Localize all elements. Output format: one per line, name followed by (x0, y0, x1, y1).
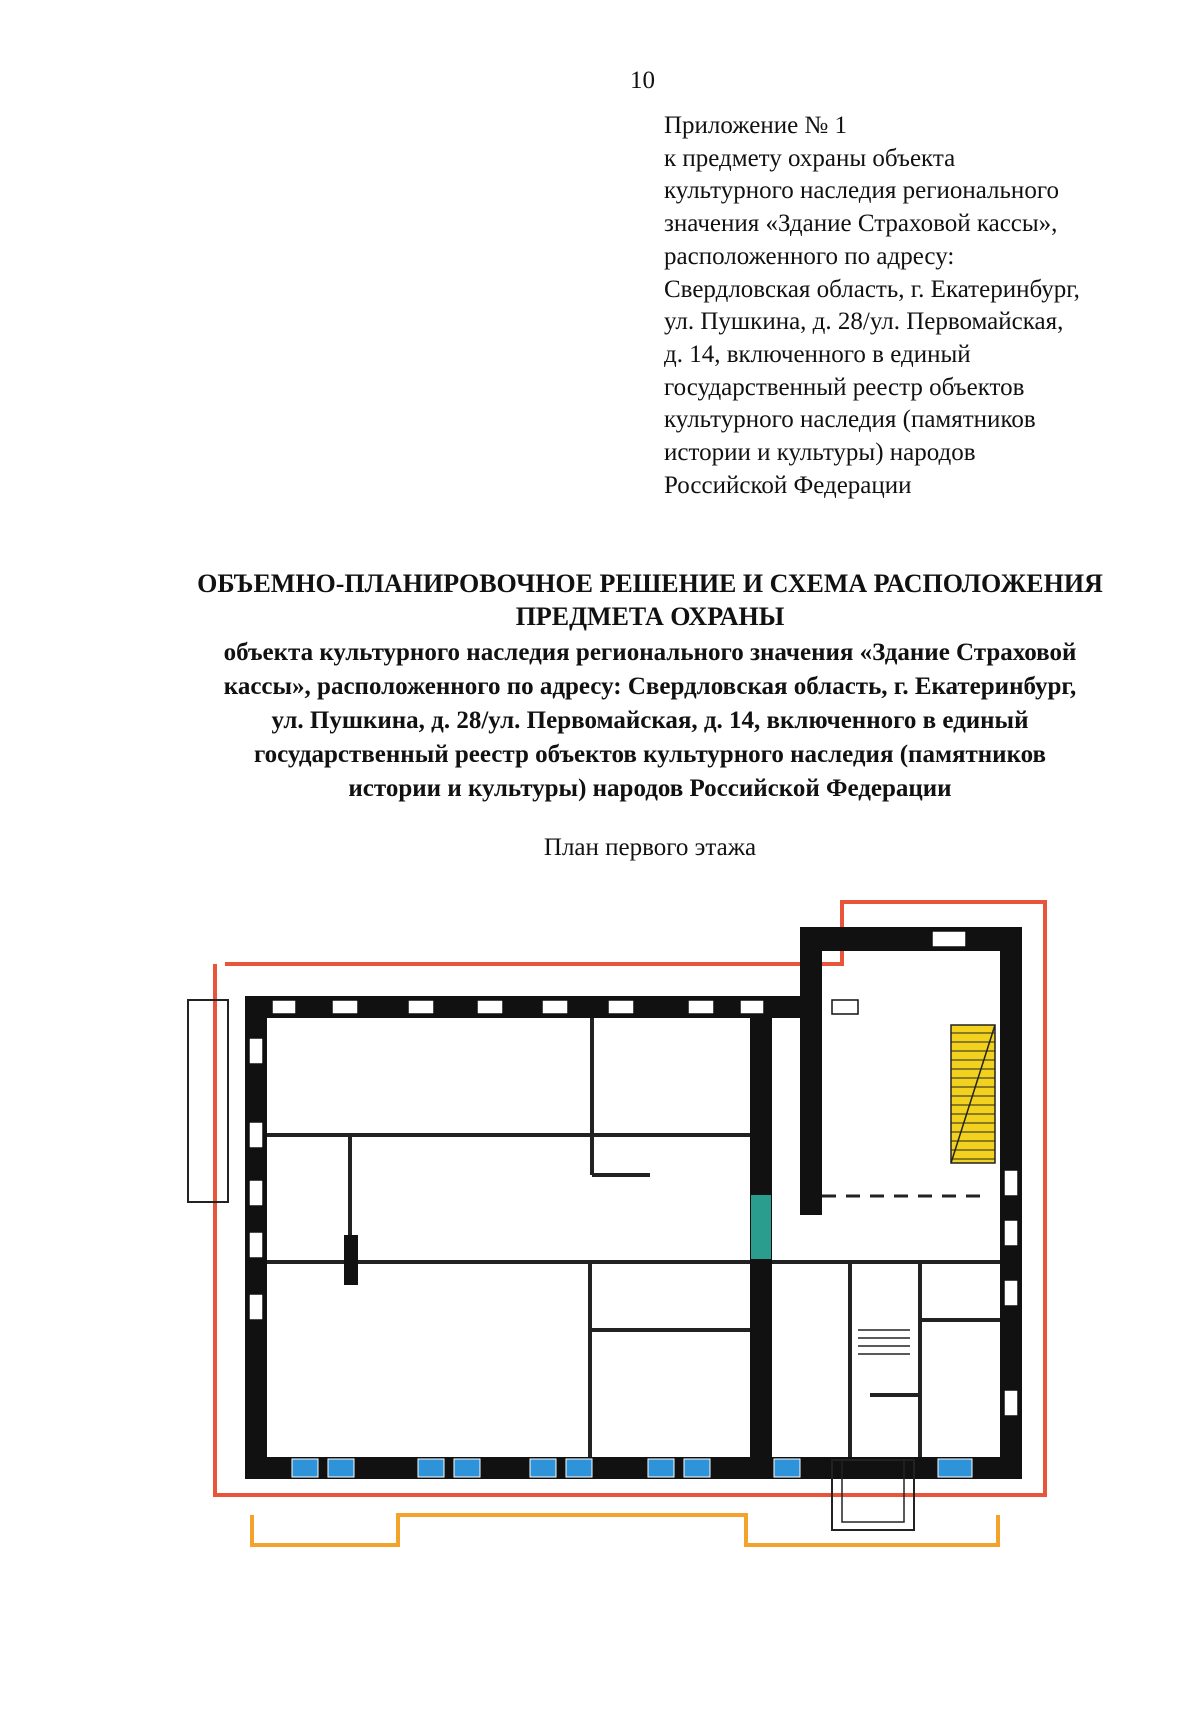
appendix-line: Российской Федерации (664, 471, 912, 499)
interior-walls (267, 1018, 1000, 1457)
appendix-line: ул. Пушкина, д. 28/ул. Первомайская, (664, 308, 1064, 336)
appendix-line: к предмету охраны объекта (664, 144, 956, 172)
appendix-line: значения «Здание Страховой кассы», (664, 210, 1058, 238)
floor-plan (180, 890, 1060, 1560)
subheading-line: кассы», расположенного по адресу: Свердловская область, г. Екатеринбург, (223, 673, 1077, 700)
interior-column (344, 1235, 358, 1285)
appendix-note (664, 110, 1184, 502)
subheading-line: истории и культуры) народов Российской Федерации (348, 775, 952, 802)
heading-line: ПРЕДМЕТА ОХРАНЫ (515, 602, 785, 631)
protected-passage (751, 1195, 771, 1259)
appendix-line: Приложение № 1 (664, 112, 848, 139)
subheading-line: объекта культурного наследия регионального значения «Здание Страховой (223, 639, 1077, 666)
appendix-line: Свердловская область, г. Екатеринбург, (664, 275, 1080, 303)
appendix-line: государственный реестр объектов (664, 373, 1025, 401)
floor-plan-drawing (180, 890, 1060, 1560)
appendix-line: расположенного по адресу: (664, 242, 955, 270)
protected-staircase (951, 1025, 995, 1163)
subheading-line: ул. Пушкина, д. 28/ул. Первомайская, д. 14, включенного в единый (271, 707, 1029, 734)
document-heading (100, 567, 1200, 633)
appendix-line: истории и культуры) народов (664, 439, 976, 467)
plan-caption: План первого этажа (543, 834, 757, 861)
appendix-line: д. 14, включенного в единый (664, 340, 971, 368)
annex-outline (188, 1000, 228, 1202)
heading-line: ОБЪЕМНО-ПЛАНИРОВОЧНОЕ РЕШЕНИЕ И СХЕМА РАСПОЛОЖЕНИЯ (197, 569, 1103, 598)
document-subheading (100, 636, 1200, 806)
entrance-stair (858, 1330, 910, 1354)
appendix-line: культурного наследия регионального (664, 177, 1059, 205)
appendix-line: культурного наследия (памятников (664, 406, 1036, 434)
subheading-line: государственный реестр объектов культурного наследия (памятников (253, 741, 1047, 768)
page-number: 10 (630, 67, 655, 94)
